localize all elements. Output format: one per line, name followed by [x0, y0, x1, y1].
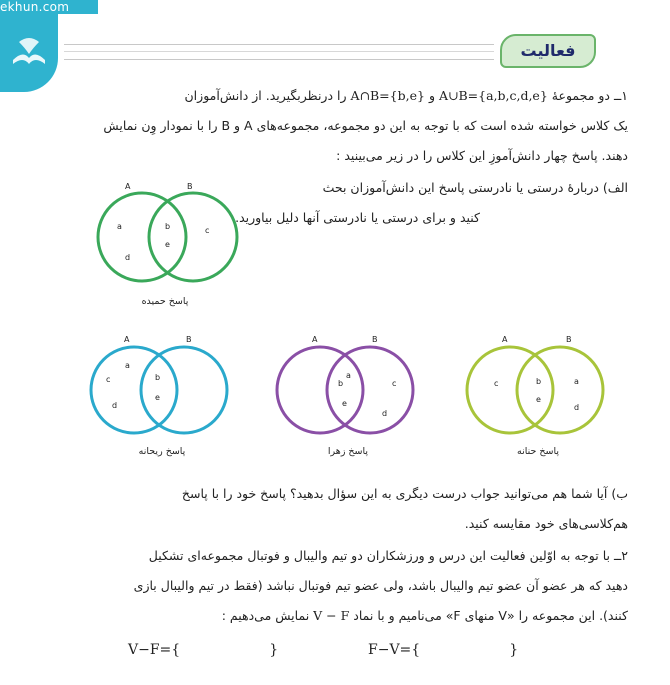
venn-point: b	[165, 222, 171, 231]
set-f-minus-v: F−V={ }	[368, 642, 519, 658]
venn-set-a	[277, 347, 363, 433]
venn-point: a	[346, 371, 351, 380]
venn-point: e	[536, 395, 541, 404]
union-expression: A∪B={a,b,c,d,e}	[438, 88, 548, 103]
caption-hamideh: پاسخ حمیده	[141, 296, 189, 307]
q2-line3	[222, 608, 628, 623]
venn-set-a	[467, 347, 553, 433]
q1-line1	[185, 88, 629, 103]
venn-set-a	[98, 193, 186, 281]
difference-notation: V − F	[313, 608, 350, 623]
venn-label-b: B	[372, 335, 378, 344]
venn-point: d	[574, 403, 580, 412]
site-watermark: ekhun.com	[0, 0, 98, 14]
venn-set-b	[517, 347, 603, 433]
venn-diagram-1	[95, 175, 245, 290]
venn-point: d	[112, 401, 118, 410]
venn-point: c	[106, 375, 111, 384]
q1-number: ١ــ	[613, 88, 628, 103]
venn-point: e	[155, 393, 160, 402]
venn-diagram-3	[272, 330, 422, 445]
venn-label-a: A	[124, 335, 130, 344]
q2-line3-before: کنند). این مجموعه را «V منهای F» می‌نامیم و با نماد	[353, 608, 628, 623]
venn-point: e	[165, 240, 170, 249]
venn-label-a: A	[502, 335, 508, 344]
venn-point: c	[392, 379, 397, 388]
venn-point: b	[536, 377, 542, 386]
q1-text-before: دو مجموعهٔ	[551, 88, 610, 103]
venn-label-b: B	[186, 335, 192, 344]
caption-hananeh: پاسخ حنانه	[516, 446, 560, 457]
q2-line3-after: نمایش می‌دهیم :	[221, 608, 310, 623]
venn-set-a	[91, 347, 177, 433]
intersection-expression: A∩B={b,e}	[350, 88, 425, 103]
header-rule	[64, 44, 494, 60]
caption-reyhaneh: پاسخ ریحانه	[138, 446, 186, 457]
venn-point: b	[338, 379, 344, 388]
q1-part-a-line2: کنید و برای درستی یا نادرستی آنها دلیل بیاورید.	[235, 210, 480, 225]
venn-point: b	[155, 373, 161, 382]
venn-set-b	[327, 347, 413, 433]
book-logo-icon	[9, 32, 49, 72]
q2-line1: ٢ــ با توجه به اوّلین فعالیت این درس و ورزشکاران دو تیم والیبال و فوتبال مجموعه‌ای تشکیل	[148, 548, 628, 563]
venn-point: c	[494, 379, 499, 388]
venn-point: d	[125, 253, 131, 262]
venn-point: d	[382, 409, 388, 418]
venn-set-b	[141, 347, 227, 433]
venn-point: a	[574, 377, 579, 386]
activity-badge: فعالیت	[500, 34, 596, 68]
venn-diagram-4	[462, 330, 612, 445]
set-v-minus-f: V−F={ }	[128, 642, 279, 658]
q1-part-a-line1: الف) دربارهٔ درستی یا نادرستی پاسخ این دانش‌آموزان بحث	[322, 180, 628, 195]
q1-part-b-line2: هم‌کلاسی‌های خود مقایسه کنید.	[464, 516, 628, 531]
q1-line3: دهند. پاسخ چهار دانش‌آموزِ این کلاس را در زیر می‌بینید :	[336, 148, 628, 163]
q1-part-b-line1: ب) آیا شما هم می‌توانید جواب درست دیگری به این سؤال بدهید؟ پاسخ خود را با پاسخ	[181, 486, 628, 501]
venn-diagram-2	[88, 330, 238, 445]
venn-point: e	[342, 399, 347, 408]
venn-point: a	[117, 222, 122, 231]
q2-line2: دهید که هر عضو آن عضو تیم والیبال باشد، ولی عضو تیم فوتبال نباشد (فقط در تیم والیبال بازی	[133, 578, 628, 593]
q1-line2: یک کلاس خواسته شده است که با توجه به این دو مجموعه، مجموعه‌های A و B را با نمودار وِن نمایش	[103, 118, 628, 133]
q1-and: و	[428, 88, 435, 103]
venn-label-a: A	[125, 182, 131, 191]
caption-zahra: پاسخ زهرا	[327, 446, 369, 457]
venn-set-b	[149, 193, 237, 281]
venn-point: c	[205, 226, 210, 235]
venn-label-b: B	[566, 335, 572, 344]
q1-text-after: را درنظربگیرید. از دانش‌آموزان	[184, 88, 347, 103]
venn-label-b: B	[187, 182, 193, 191]
venn-label-a: A	[312, 335, 318, 344]
venn-point: a	[125, 361, 130, 370]
